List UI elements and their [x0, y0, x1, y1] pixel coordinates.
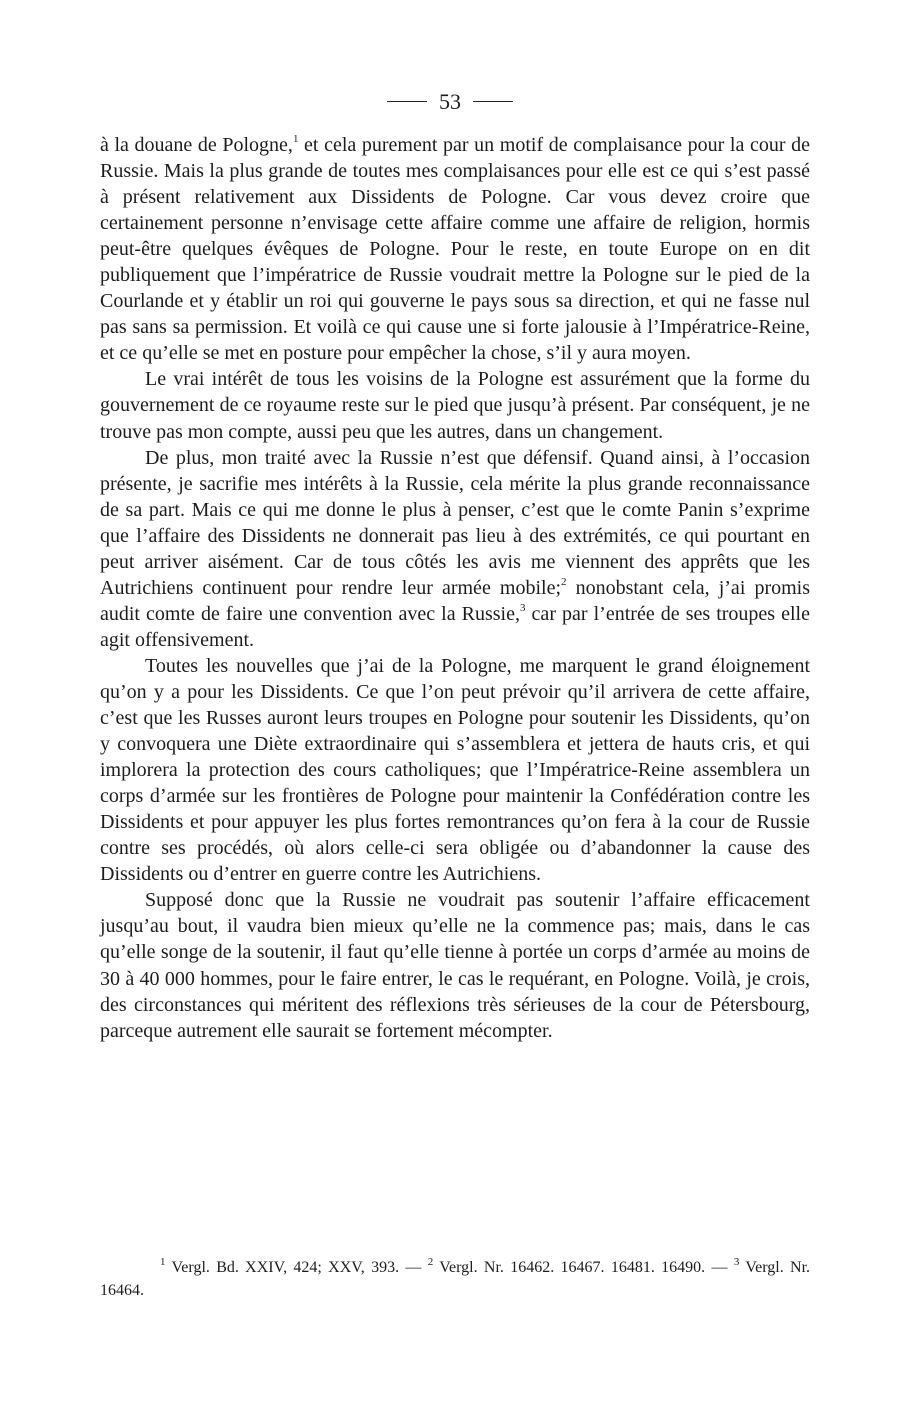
footnote-marker: 2 — [561, 576, 567, 589]
header-dash-right — [473, 101, 513, 102]
footnote-marker: 3 — [733, 1255, 740, 1268]
text-segment: car par l’entrée de ses troupes elle agit offensivement. — [100, 602, 810, 651]
paragraph — [100, 366, 810, 444]
text-segment: Supposé donc que la Russie ne voudrait pas soutenir l’affaire efficacement jusqu’au bout, il vaudra bien mieux qu’elle ne la commence pas; mais, dans le cas qu’elle songe de la soutenir, il faut qu’elle tienne à portée un corps d’armée au moins de 30 à 40 000 hommes, pour le faire entrer, le cas le requérant, en Pologne. Voilà, je crois, des circonstances qui méritent des réflexions très sérieuses de la cour de Pétersbourg, parceque autrement elle saurait se fortement mécompter. — [100, 889, 810, 1042]
footnote-paragraph — [100, 1256, 810, 1302]
paragraph — [100, 445, 810, 653]
header-dash-left — [387, 101, 427, 102]
page-number: 53 — [439, 89, 461, 114]
body-text — [100, 132, 810, 1044]
text-segment: Le vrai intérêt de tous les voisins de la Pologne est assurément que la forme du gouvernement de ce royaume reste sur le pied que jusqu’à présent. Par conséquent, je ne trouve pas mon compte, aussi peu que les autres, dans un changement. — [100, 368, 810, 443]
text-segment: à la douane de Pologne, — [100, 134, 293, 156]
footnote-marker: 1 — [292, 133, 299, 146]
paragraph — [100, 887, 810, 1043]
text-segment: Toutes les nouvelles que j’ai de la Pologne, me marquent le grand éloignement qu’on y a pour les Dissidents. Ce que l’on peut prévoir qu’il arrivera de cette affaire, c’est que les Russes auront leurs troupes en Pologne pour soutenir les Dissidents, qu’on y convoquera une Diète extraordinaire qui s’assemblera et jettera de hauts cris, et qui implorera la protection des cours catholiques; que l’Impératrice-Reine assemblera un corps d’armée sur les frontières de Pologne pour maintenir la Confédération contre les Dissidents et pour appuyer les plus fortes remontrances qu’on fera à la cour de Russie contre ses procédés, où alors celle-ci sera obligée ou d’abandonner la cause des Dissidents ou d’entrer en guerre contre les Autrichiens. — [100, 654, 810, 886]
paragraph — [100, 653, 810, 887]
text-segment: Vergl. Nr. 16464. — [100, 1259, 811, 1299]
footnotes — [100, 1256, 810, 1302]
text-segment: Vergl. Bd. XXIV, 424; XXV, 393. — — [165, 1259, 428, 1276]
footnote-marker: 2 — [427, 1255, 434, 1268]
footnote-marker: 3 — [520, 602, 526, 615]
footnote-marker: 1 — [160, 1255, 166, 1268]
text-segment: De plus, mon traité avec la Russie n’est que défensif. Quand ainsi, à l’occasion présente, je sacrifie mes intérêts à la Russie, cela mérite la plus grande reconnaissance de sa part. Mais ce qui me donne le plus à penser, c’est que le comte Panin s’exprime que l’affaire des Dissidents ne donnerait pas lieu à des extrémités, ce qui pourtant en peut arriver aisément. Car de tous côtés les avis me viennent des apprêts que les Autrichiens continuent pour rendre leur armée mobile; — [100, 446, 810, 599]
page-header — [0, 88, 900, 116]
text-segment: Vergl. Nr. 16462. 16467. 16481. 16490. — — [433, 1259, 734, 1276]
text-segment: et cela purement par un motif de complaisance pour la cour de Russie. Mais la plus grande de toutes mes complaisances pour elle est ce qui s’est passé à présent relativement aux Dissidents de Pologne. Car vous devez croire que certainement personne n’envisage cette affaire comme une affaire de religion, hormis peut-être quelques évêques de Pologne. Pour le reste, en toute Europe on en dit publiquement que l’impératrice de Russie voudrait mettre la Pologne sur le pied de la Courlande et y établir un roi qui gouverne le pays sous sa direction, et qui ne fasse nul pas sans sa permission. Et voilà ce qui cause une si forte jalousie à l’Impératrice-Reine, et ce qu’elle se met en posture pour empêcher la chose, s’il y aura moyen. — [100, 134, 810, 365]
text-segment: nonobstant cela, j’ai promis audit comte de faire une convention avec la Russie, — [100, 576, 811, 625]
paragraph — [100, 132, 810, 366]
